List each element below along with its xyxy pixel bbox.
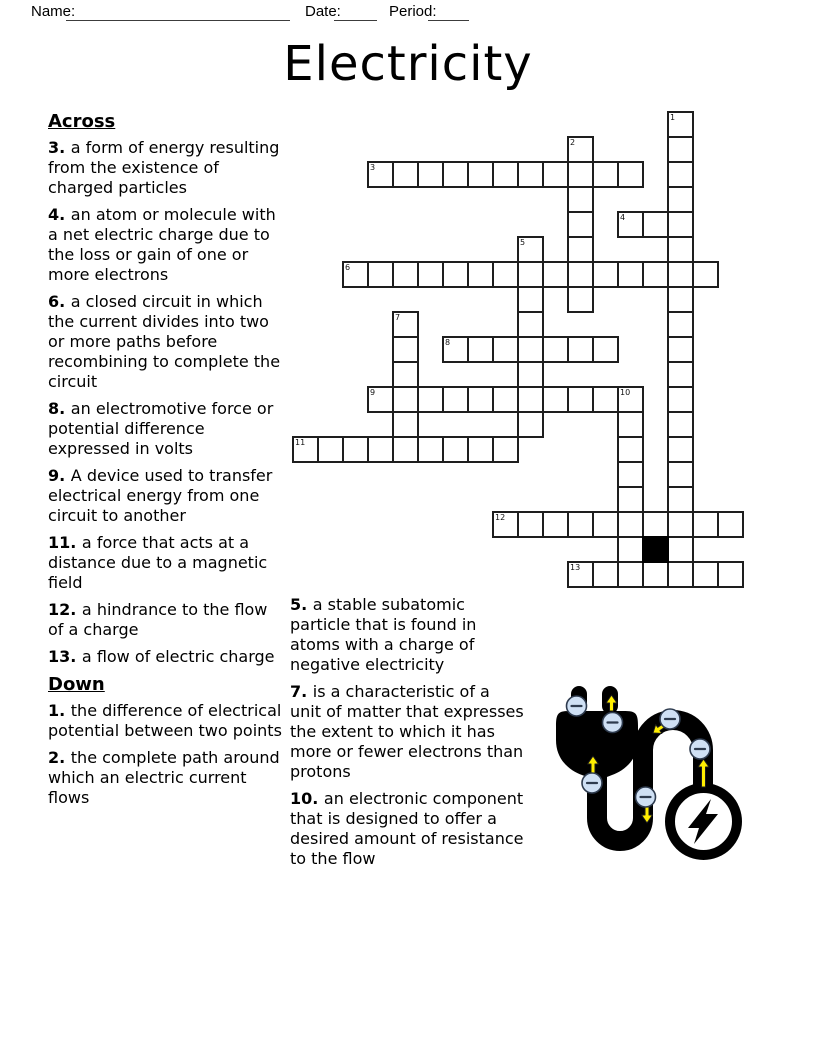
grid-cell[interactable] bbox=[517, 161, 544, 188]
grid-cell[interactable] bbox=[392, 386, 419, 413]
grid-cell[interactable] bbox=[642, 261, 669, 288]
page-title: Electricity bbox=[283, 36, 533, 92]
grid-cell-number: 9 bbox=[370, 388, 376, 397]
clue-text: the complete path around which an electric current flows bbox=[48, 748, 280, 807]
grid-cell[interactable] bbox=[667, 186, 694, 213]
grid-cell[interactable] bbox=[667, 261, 694, 288]
grid-cell-number: 10 bbox=[620, 388, 631, 397]
grid-cell[interactable] bbox=[667, 111, 694, 138]
grid-cell[interactable] bbox=[417, 386, 444, 413]
grid-cell[interactable] bbox=[667, 461, 694, 488]
grid-cell[interactable] bbox=[717, 511, 744, 538]
grid-cell[interactable] bbox=[617, 261, 644, 288]
clue-number: 3. bbox=[48, 138, 71, 157]
grid-cell[interactable] bbox=[467, 261, 494, 288]
grid-cell-number: 11 bbox=[295, 438, 306, 447]
grid-cell[interactable] bbox=[342, 436, 369, 463]
grid-cell[interactable] bbox=[392, 161, 419, 188]
grid-cell[interactable] bbox=[667, 236, 694, 263]
clue-text: is a characteristic of a unit of matter that expresses the extent to which it has more or fewer electrons than protons bbox=[290, 682, 524, 781]
grid-cell[interactable] bbox=[667, 161, 694, 188]
grid-cell[interactable] bbox=[667, 511, 694, 538]
grid-cell[interactable] bbox=[667, 386, 694, 413]
grid-cell[interactable] bbox=[492, 161, 519, 188]
period-blank-line bbox=[428, 6, 469, 21]
grid-cell[interactable] bbox=[667, 436, 694, 463]
grid-cell[interactable] bbox=[442, 386, 469, 413]
clue-8 bbox=[48, 399, 284, 459]
grid-cell[interactable] bbox=[492, 436, 519, 463]
clue-10 bbox=[290, 789, 524, 869]
grid-cell[interactable] bbox=[567, 336, 594, 363]
grid-cell[interactable] bbox=[517, 411, 544, 438]
clue-text: an electromotive force or potential difference expressed in volts bbox=[48, 399, 274, 458]
clue-5 bbox=[290, 595, 524, 675]
grid-cell-number: 2 bbox=[570, 138, 576, 147]
grid-cell[interactable] bbox=[442, 261, 469, 288]
grid-cell[interactable] bbox=[317, 436, 344, 463]
grid-cell[interactable] bbox=[542, 161, 569, 188]
clue-number: 8. bbox=[48, 399, 71, 418]
grid-cell[interactable] bbox=[567, 186, 594, 213]
grid-cell[interactable] bbox=[392, 311, 419, 338]
clue-number: 2. bbox=[48, 748, 71, 767]
grid-cell[interactable] bbox=[667, 361, 694, 388]
across-clue-list bbox=[48, 138, 284, 667]
grid-cell[interactable] bbox=[567, 236, 594, 263]
electron-icon bbox=[660, 709, 680, 729]
clue-number: 5. bbox=[290, 595, 313, 614]
grid-cell-number: 4 bbox=[620, 213, 626, 222]
clue-2 bbox=[48, 748, 284, 808]
electron-icon bbox=[603, 713, 623, 733]
grid-cell[interactable] bbox=[717, 561, 744, 588]
clue-text: a stable subatomic particle that is found in atoms with a charge of negative electricity bbox=[290, 595, 477, 674]
grid-cell[interactable] bbox=[342, 261, 369, 288]
electron-icon bbox=[690, 739, 710, 759]
period-label: Period: bbox=[389, 3, 437, 20]
grid-cell[interactable] bbox=[567, 511, 594, 538]
grid-cell[interactable] bbox=[567, 211, 594, 238]
grid-cell[interactable] bbox=[517, 261, 544, 288]
clue-number: 4. bbox=[48, 205, 71, 224]
grid-cell-number: 13 bbox=[570, 563, 581, 572]
middle-clue-column bbox=[290, 595, 524, 876]
grid-cell[interactable] bbox=[592, 561, 619, 588]
grid-cell[interactable] bbox=[692, 511, 719, 538]
grid-cell[interactable] bbox=[617, 486, 644, 513]
grid-cell[interactable] bbox=[617, 561, 644, 588]
grid-cell[interactable] bbox=[667, 411, 694, 438]
grid-cell[interactable] bbox=[417, 161, 444, 188]
grid-cell[interactable] bbox=[392, 261, 419, 288]
grid-cell[interactable] bbox=[617, 536, 644, 563]
electron-icon bbox=[567, 696, 587, 716]
grid-cell-number: 8 bbox=[445, 338, 451, 347]
clue-number: 9. bbox=[48, 466, 71, 485]
grid-cell[interactable] bbox=[567, 161, 594, 188]
grid-cell[interactable] bbox=[442, 161, 469, 188]
grid-cell[interactable] bbox=[517, 311, 544, 338]
grid-cell[interactable] bbox=[417, 261, 444, 288]
grid-cell[interactable] bbox=[517, 361, 544, 388]
grid-cell[interactable] bbox=[542, 511, 569, 538]
clue-4 bbox=[48, 205, 284, 285]
clue-3 bbox=[48, 138, 284, 198]
grid-cell[interactable] bbox=[542, 336, 569, 363]
grid-cell[interactable] bbox=[542, 386, 569, 413]
grid-cell[interactable] bbox=[292, 436, 319, 463]
grid-black-cell bbox=[642, 536, 669, 563]
electron-icon bbox=[636, 787, 656, 807]
grid-cell[interactable] bbox=[367, 161, 394, 188]
grid-cell[interactable] bbox=[492, 261, 519, 288]
electric-plug-illustration bbox=[548, 682, 748, 867]
clue-11 bbox=[48, 533, 284, 593]
grid-cell[interactable] bbox=[667, 561, 694, 588]
grid-cell-number: 7 bbox=[395, 313, 401, 322]
grid-cell[interactable] bbox=[692, 561, 719, 588]
clue-text: a hindrance to the flow of a charge bbox=[48, 600, 268, 639]
clue-9 bbox=[48, 466, 284, 526]
grid-cell[interactable] bbox=[392, 361, 419, 388]
grid-cell[interactable] bbox=[542, 261, 569, 288]
grid-cell[interactable] bbox=[667, 136, 694, 163]
grid-cell[interactable] bbox=[467, 161, 494, 188]
grid-cell[interactable] bbox=[592, 511, 619, 538]
grid-cell[interactable] bbox=[667, 286, 694, 313]
clue-text: a closed circuit in which the current divides into two or more paths before recombining to complete the circuit bbox=[48, 292, 281, 391]
grid-cell-number: 6 bbox=[345, 263, 351, 272]
down-heading: Down bbox=[48, 674, 105, 695]
grid-cell[interactable] bbox=[667, 536, 694, 563]
date-label: Date: bbox=[305, 3, 341, 20]
grid-cell[interactable] bbox=[467, 386, 494, 413]
grid-cell[interactable] bbox=[517, 511, 544, 538]
grid-cell[interactable] bbox=[517, 236, 544, 263]
grid-cell[interactable] bbox=[667, 336, 694, 363]
grid-cell[interactable] bbox=[467, 336, 494, 363]
grid-cell[interactable] bbox=[567, 136, 594, 163]
clue-13 bbox=[48, 647, 284, 667]
grid-cell-number: 1 bbox=[670, 113, 676, 122]
left-clue-column bbox=[48, 111, 284, 815]
down-clue-list-continued bbox=[290, 595, 524, 869]
grid-cell[interactable] bbox=[392, 411, 419, 438]
clue-number: 6. bbox=[48, 292, 71, 311]
across-heading: Across bbox=[48, 111, 116, 132]
grid-cell[interactable] bbox=[592, 161, 619, 188]
clue-text: a force that acts at a distance due to a magnetic field bbox=[48, 533, 268, 592]
clue-text: a flow of electric charge bbox=[81, 647, 275, 666]
grid-cell[interactable] bbox=[492, 511, 519, 538]
date-blank-line bbox=[334, 6, 377, 21]
grid-cell[interactable] bbox=[442, 436, 469, 463]
clue-text: an electronic component that is designed to offer a desired amount of resistance to the flow bbox=[290, 789, 524, 868]
grid-cell[interactable] bbox=[392, 336, 419, 363]
grid-cell[interactable] bbox=[567, 261, 594, 288]
name-blank-line bbox=[66, 6, 290, 21]
grid-cell[interactable] bbox=[392, 436, 419, 463]
grid-cell[interactable] bbox=[492, 386, 519, 413]
clue-1 bbox=[48, 701, 284, 741]
clue-number: 7. bbox=[290, 682, 313, 701]
clue-7 bbox=[290, 682, 524, 782]
clue-number: 1. bbox=[48, 701, 71, 720]
clue-number: 10. bbox=[290, 789, 324, 808]
grid-cell-number: 12 bbox=[495, 513, 506, 522]
grid-cell[interactable] bbox=[567, 561, 594, 588]
clue-text: A device used to transfer electrical energy from one circuit to another bbox=[48, 466, 273, 525]
down-clue-list bbox=[48, 701, 284, 808]
name-label: Name: bbox=[31, 3, 76, 20]
grid-cell[interactable] bbox=[692, 261, 719, 288]
grid-cell-number: 3 bbox=[370, 163, 376, 172]
grid-cell[interactable] bbox=[467, 436, 494, 463]
grid-cell[interactable] bbox=[567, 286, 594, 313]
grid-cell[interactable] bbox=[592, 336, 619, 363]
grid-cell[interactable] bbox=[642, 561, 669, 588]
grid-cell[interactable] bbox=[617, 211, 644, 238]
plug-body bbox=[556, 711, 638, 779]
clue-number: 12. bbox=[48, 600, 82, 619]
grid-cell[interactable] bbox=[667, 486, 694, 513]
grid-cell[interactable] bbox=[617, 161, 644, 188]
grid-cell[interactable] bbox=[517, 286, 544, 313]
grid-cell-number: 5 bbox=[520, 238, 526, 247]
grid-cell[interactable] bbox=[367, 436, 394, 463]
grid-cell[interactable] bbox=[642, 511, 669, 538]
grid-cell[interactable] bbox=[642, 211, 669, 238]
grid-cell[interactable] bbox=[492, 336, 519, 363]
grid-cell[interactable] bbox=[667, 211, 694, 238]
grid-cell[interactable] bbox=[367, 261, 394, 288]
grid-cell[interactable] bbox=[617, 461, 644, 488]
grid-cell[interactable] bbox=[617, 411, 644, 438]
grid-cell[interactable] bbox=[592, 261, 619, 288]
grid-cell[interactable] bbox=[592, 386, 619, 413]
grid-cell[interactable] bbox=[367, 386, 394, 413]
grid-cell[interactable] bbox=[667, 311, 694, 338]
grid-cell[interactable] bbox=[617, 386, 644, 413]
clue-text: the difference of electrical potential between two points bbox=[48, 701, 282, 740]
clue-12 bbox=[48, 600, 284, 640]
clue-number: 11. bbox=[48, 533, 82, 552]
grid-cell[interactable] bbox=[617, 436, 644, 463]
grid-cell[interactable] bbox=[517, 386, 544, 413]
grid-cell[interactable] bbox=[517, 336, 544, 363]
clue-6 bbox=[48, 292, 284, 392]
electron-icon bbox=[582, 773, 602, 793]
clue-text: an atom or molecule with a net electric charge due to the loss or gain of one or more electrons bbox=[48, 205, 276, 284]
clue-number: 13. bbox=[48, 647, 82, 666]
grid-cell[interactable] bbox=[567, 386, 594, 413]
grid-cell[interactable] bbox=[417, 436, 444, 463]
grid-cell[interactable] bbox=[442, 336, 469, 363]
grid-cell[interactable] bbox=[617, 511, 644, 538]
clue-text: a form of energy resulting from the existence of charged particles bbox=[48, 138, 280, 197]
